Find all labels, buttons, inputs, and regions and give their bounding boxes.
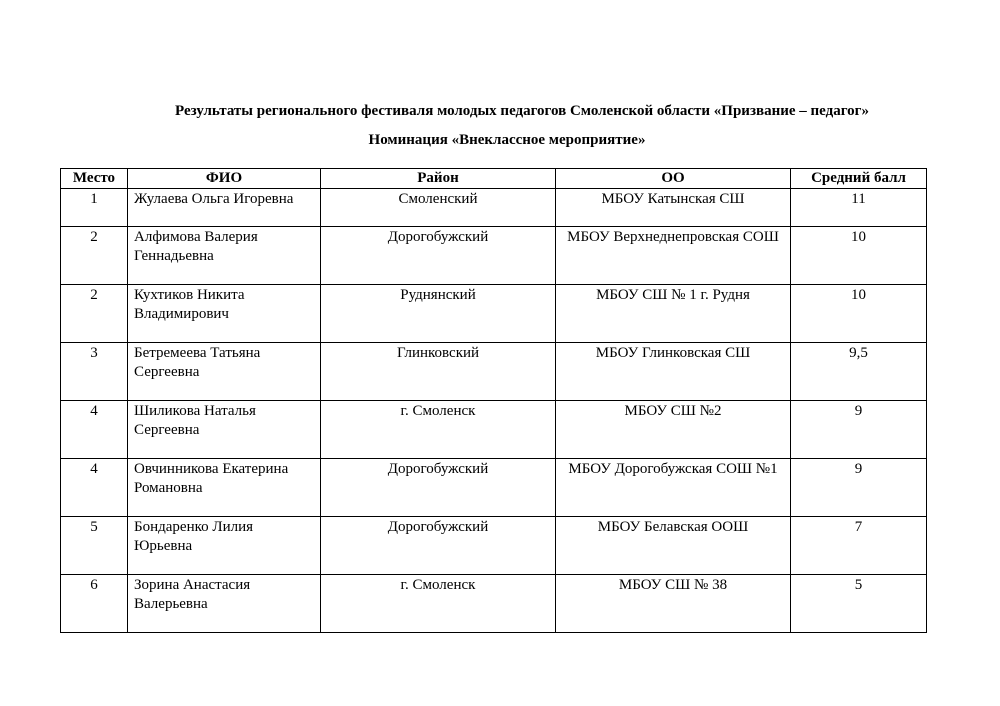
- cell-score: 11: [791, 189, 927, 227]
- cell-name: Бетремеева Татьяна Сергеевна: [128, 343, 321, 401]
- table-row: [61, 227, 927, 285]
- cell-place: 3: [61, 343, 128, 401]
- cell-place: 1: [61, 189, 128, 227]
- table-row: [61, 343, 927, 401]
- cell-org: МБОУ СШ №2: [556, 401, 791, 459]
- cell-score: 10: [791, 285, 927, 343]
- table-row: [61, 189, 927, 227]
- cell-place: 4: [61, 401, 128, 459]
- cell-score: 9: [791, 459, 927, 517]
- cell-score: 10: [791, 227, 927, 285]
- cell-score: 5: [791, 575, 927, 633]
- cell-district: г. Смоленск: [321, 401, 556, 459]
- cell-place: 5: [61, 517, 128, 575]
- cell-district: Руднянский: [321, 285, 556, 343]
- cell-score: 9: [791, 401, 927, 459]
- cell-district: Глинковский: [321, 343, 556, 401]
- header-score: Средний балл: [791, 169, 927, 189]
- cell-name: Бондаренко Лилия Юрьевна: [128, 517, 321, 575]
- cell-district: Дорогобужский: [321, 517, 556, 575]
- cell-org: МБОУ Дорогобужская СОШ №1: [556, 459, 791, 517]
- document-title: Результаты регионального фестиваля молодых педагогов Смоленской области «Призвание – педагог»: [175, 103, 869, 119]
- cell-name: Шиликова Наталья Сергеевна: [128, 401, 321, 459]
- cell-org: МБОУ СШ № 1 г. Рудня: [556, 285, 791, 343]
- cell-score: 7: [791, 517, 927, 575]
- cell-org: МБОУ Верхнеднепровская СОШ: [556, 227, 791, 285]
- cell-org: МБОУ Катынская СШ: [556, 189, 791, 227]
- document-subtitle: Номинация «Внеклассное мероприятие»: [368, 132, 646, 148]
- cell-place: 2: [61, 227, 128, 285]
- header-name: ФИО: [128, 169, 321, 189]
- table-row: [61, 575, 927, 633]
- cell-district: г. Смоленск: [321, 575, 556, 633]
- cell-district: Смоленский: [321, 189, 556, 227]
- results-table: [60, 168, 927, 633]
- cell-district: Дорогобужский: [321, 227, 556, 285]
- header-district: Район: [321, 169, 556, 189]
- table-row: [61, 285, 927, 343]
- cell-org: МБОУ Глинковская СШ: [556, 343, 791, 401]
- cell-name: Кухтиков Никита Владимирович: [128, 285, 321, 343]
- header-place: Место: [61, 169, 128, 189]
- cell-name: Овчинникова Екатерина Романовна: [128, 459, 321, 517]
- cell-org: МБОУ Белавская ООШ: [556, 517, 791, 575]
- cell-name: Зорина Анастасия Валерьевна: [128, 575, 321, 633]
- cell-place: 4: [61, 459, 128, 517]
- cell-place: 6: [61, 575, 128, 633]
- table-header-row: [61, 169, 927, 189]
- table-row: [61, 401, 927, 459]
- table-row: [61, 517, 927, 575]
- cell-name: Алфимова Валерия Геннадьевна: [128, 227, 321, 285]
- cell-district: Дорогобужский: [321, 459, 556, 517]
- table-row: [61, 459, 927, 517]
- header-org: ОО: [556, 169, 791, 189]
- cell-org: МБОУ СШ № 38: [556, 575, 791, 633]
- cell-score: 9,5: [791, 343, 927, 401]
- cell-name: Жулаева Ольга Игоревна: [128, 189, 321, 227]
- cell-place: 2: [61, 285, 128, 343]
